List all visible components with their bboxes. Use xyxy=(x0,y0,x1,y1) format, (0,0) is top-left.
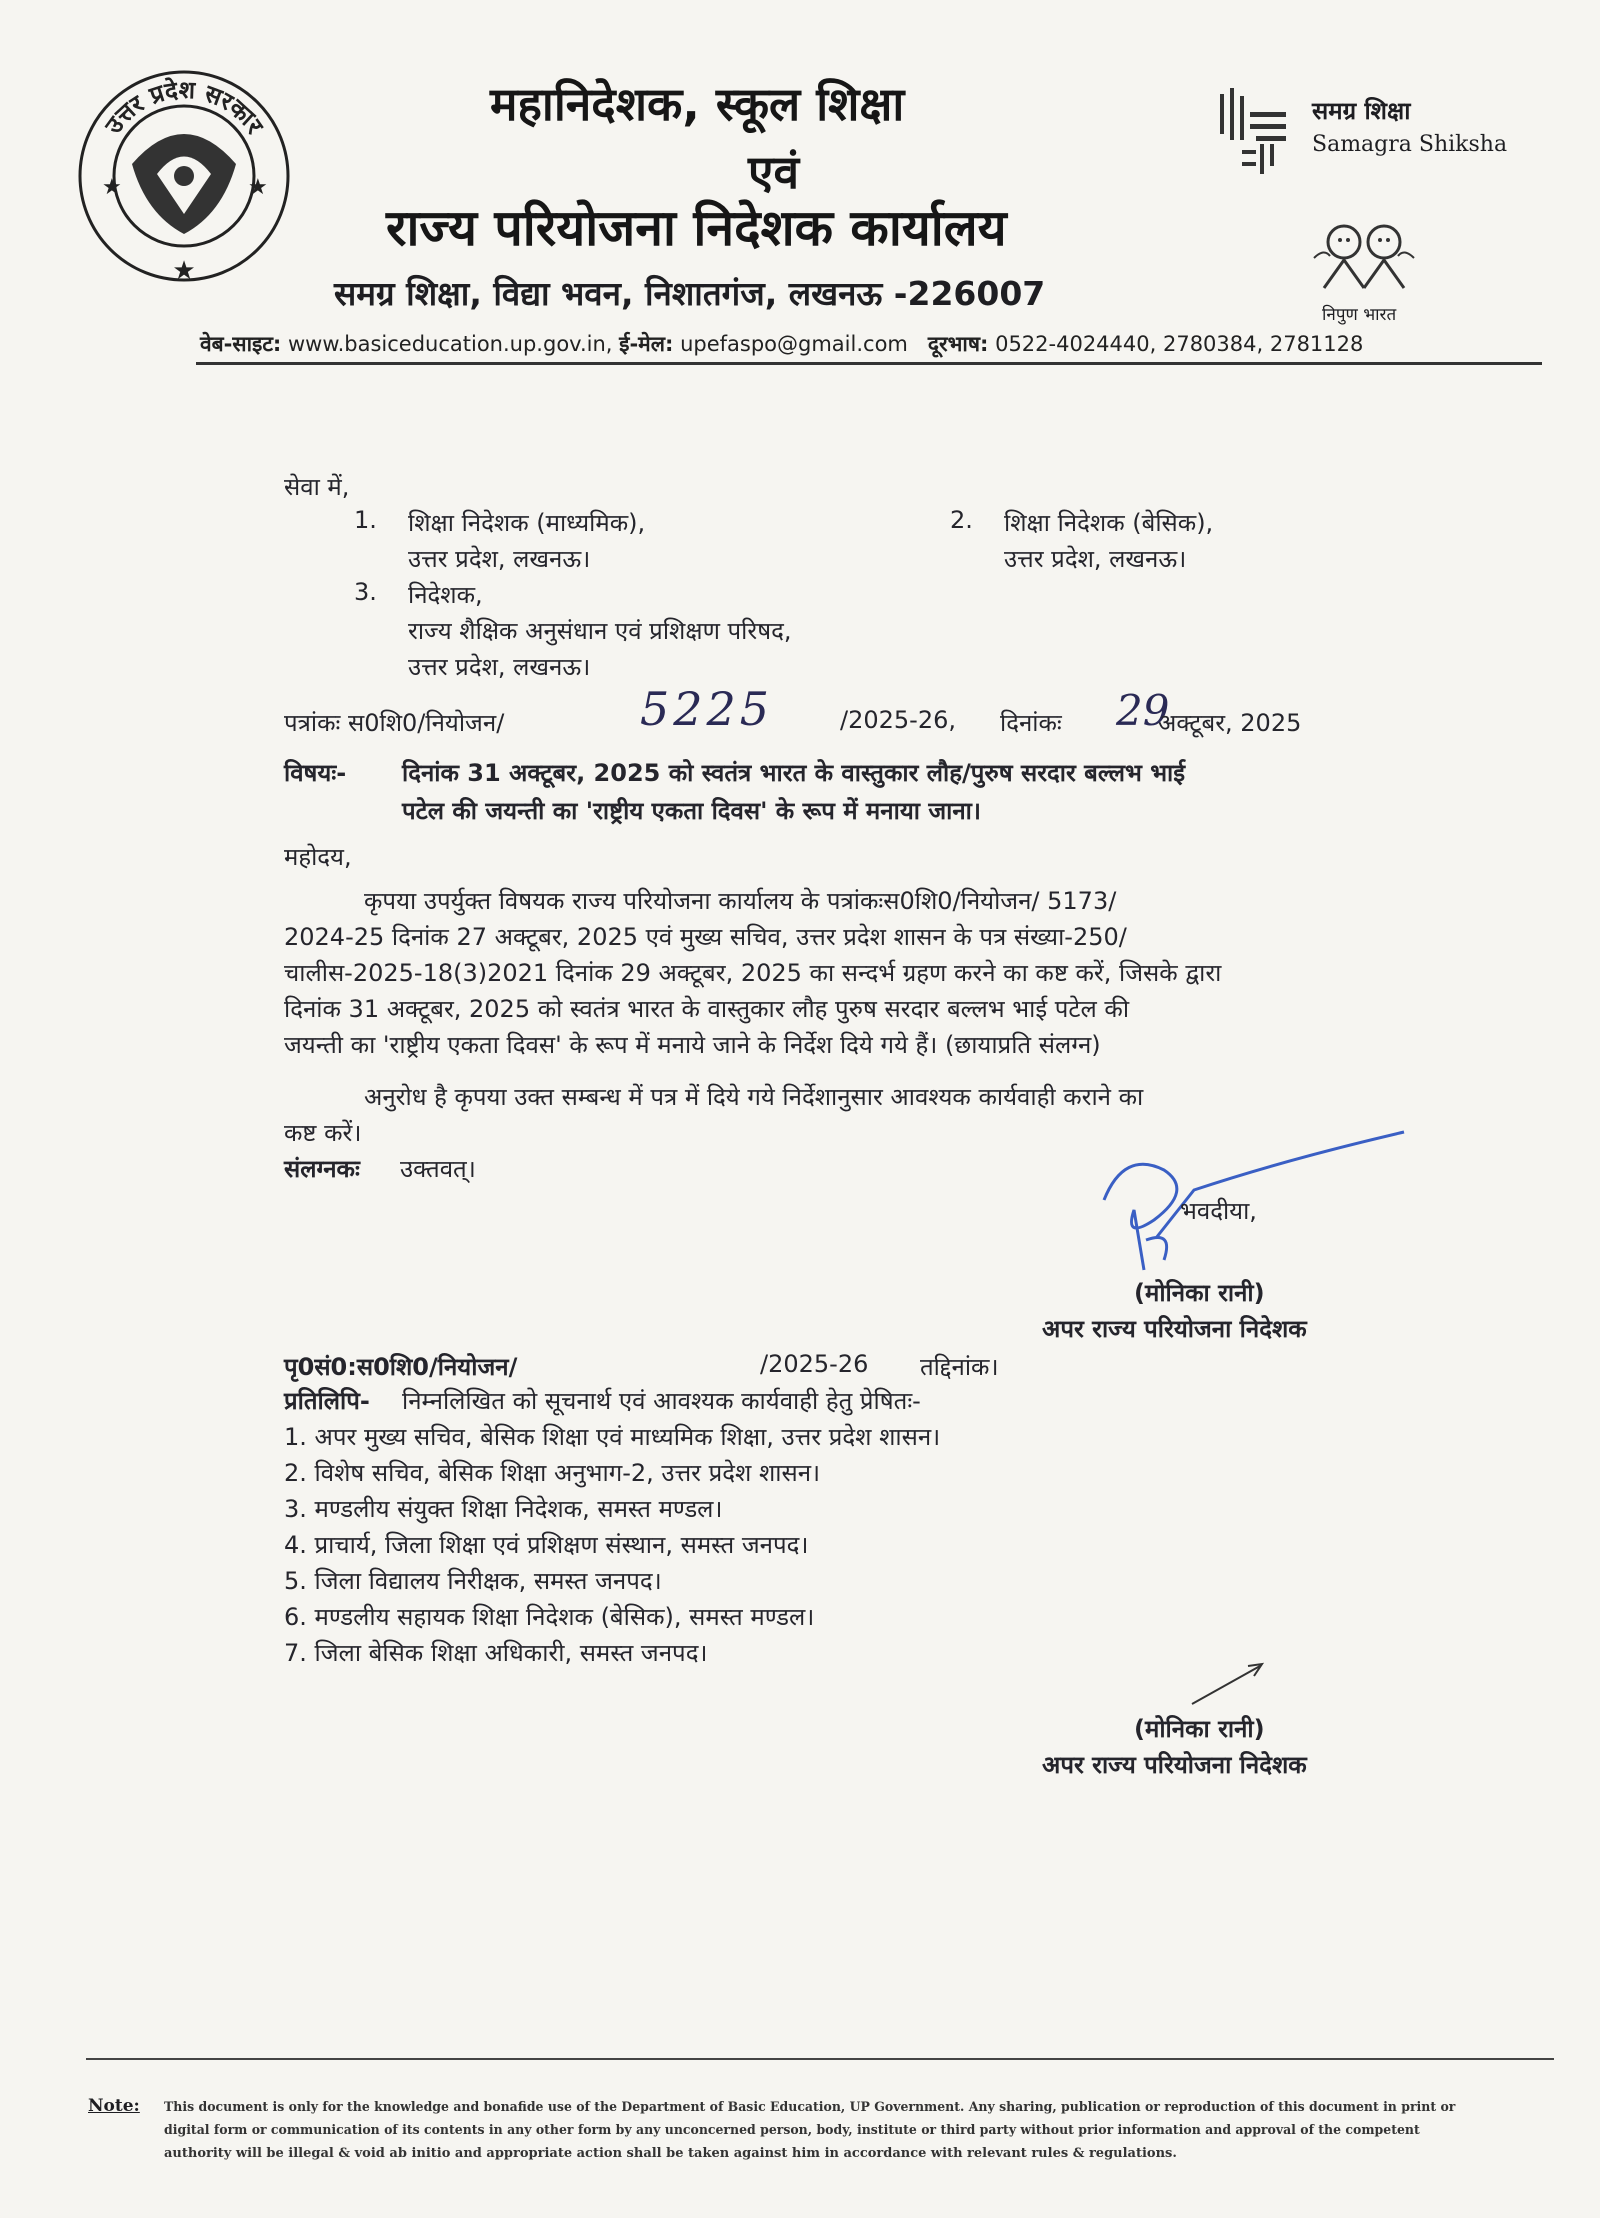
enclosure-label: संलग्नकः xyxy=(284,1155,360,1183)
footer-note-line2: digital form or communication of its contents in any other form by any unconcerned person, body, institute or third party without prior information and approval of the competent xyxy=(164,2123,1420,2138)
svg-text:★: ★ xyxy=(102,175,122,200)
para2-line2: कष्ट करें। xyxy=(284,1119,362,1147)
recipient-3-line1: निदेशक, xyxy=(408,581,483,609)
signature-tick xyxy=(1188,1660,1268,1710)
contact-line xyxy=(200,330,1363,358)
copy-item-6: 6. मण्डलीय सहायक शिक्षा निदेशक (बेसिक), समस्त मण्डल। xyxy=(284,1603,815,1631)
footer-note-label: Note: xyxy=(88,2096,140,2116)
signatory-name: (मोनिका रानी) xyxy=(1134,1279,1265,1307)
office-title-line1: महानिदेशक, स्कूल शिक्षा xyxy=(490,77,905,131)
footer-note-line3: authority will be illegal & void ab initio and appropriate action shall be taken against him in accordance with relevant rules & regulations. xyxy=(164,2146,1177,2161)
header-divider xyxy=(196,362,1542,365)
recipient-1-number: 1. xyxy=(354,506,377,534)
svg-text:★: ★ xyxy=(172,256,196,286)
subject-line1: दिनांक 31 अक्टूबर, 2025 को स्वतंत्र भारत के वास्तुकार लौह/पुरुष सरदार बल्लभ भाई xyxy=(402,759,1186,787)
up-government-emblem xyxy=(72,64,296,288)
recipient-2-line1: शिक्षा निदेशक (बेसिक), xyxy=(1004,509,1214,537)
office-title-line3: राज्य परियोजना निदेशक कार्यालय xyxy=(386,199,1007,257)
signatory2-designation: अपर राज्य परियोजना निदेशक xyxy=(1042,1751,1307,1779)
subject-label: विषयः- xyxy=(284,759,347,787)
phone-label: दूरभाष: xyxy=(927,332,989,356)
nipun-bharat-label: निपुण भारत xyxy=(1322,305,1397,325)
recipients-intro: सेवा में, xyxy=(284,473,350,501)
recipient-2-number: 2. xyxy=(950,506,973,534)
phone-numbers: 0522-4024440, 2780384, 2781128 xyxy=(995,332,1364,356)
samagra-shiksha-logo xyxy=(1212,84,1512,180)
subject-line2: पटेल की जयन्ती का 'राष्ट्रीय एकता दिवस' के रूप में मनाया जाना। xyxy=(402,797,981,825)
endorsement-date: तद्दिनांक। xyxy=(920,1353,999,1381)
salutation: महोदय, xyxy=(284,843,352,871)
svg-text:★: ★ xyxy=(248,175,268,200)
footer-divider xyxy=(86,2058,1554,2060)
emblem-arc-text: उत्तर प्रदेश सरकार xyxy=(99,75,269,139)
letter-reference-prefix: पत्रांकः स0शि0/नियोजन/ xyxy=(284,709,505,737)
samagra-shiksha-english: Samagra Shiksha xyxy=(1312,132,1508,157)
letter-date-day: 29 xyxy=(1116,686,1170,735)
copy-label: प्रतिलिपि- xyxy=(284,1387,370,1415)
copy-item-7: 7. जिला बेसिक शिक्षा अधिकारी, समस्त जनपद। xyxy=(284,1639,708,1667)
closing-bhavdiya: भवदीया, xyxy=(1180,1197,1257,1225)
samagra-shiksha-icon xyxy=(1212,84,1302,180)
email-label: ई-मेल: xyxy=(619,332,674,356)
letter-date-rest: अक्टूबर, 2025 xyxy=(1158,709,1302,737)
para1-line2: 2024-25 दिनांक 27 अक्टूबर, 2025 एवं मुख्य सचिव, उत्तर प्रदेश शासन के पत्र संख्या-250/ xyxy=(284,923,1127,951)
nipun-bharat-logo xyxy=(1300,208,1440,328)
para1-line4: दिनांक 31 अक्टूबर, 2025 को स्वतंत्र भारत के वास्तुकार लौह पुरुष सरदार बल्लभ भाई पटेल की xyxy=(284,995,1130,1023)
recipient-2-line2: उत्तर प्रदेश, लखनऊ। xyxy=(1004,545,1187,573)
email-link[interactable]: upefaspo@gmail.com xyxy=(680,332,908,356)
up-emblem-icon xyxy=(72,64,296,288)
letter-reference-year: /2025-26, xyxy=(840,706,956,734)
recipient-3-number: 3. xyxy=(354,578,377,606)
website-label: वेब-साइट: xyxy=(200,332,282,356)
copy-item-5: 5. जिला विद्यालय निरीक्षक, समस्त जनपद। xyxy=(284,1567,662,1595)
recipient-3-line2: राज्य शैक्षिक अनुसंधान एवं प्रशिक्षण परिषद, xyxy=(408,617,792,645)
recipient-3-line3: उत्तर प्रदेश, लखनऊ। xyxy=(408,653,591,681)
para1-line1: कृपया उपर्युक्त विषयक राज्य परियोजना कार्यालय के पत्रांकःस0शि0/नियोजन/ 5173/ xyxy=(364,887,1117,915)
office-address: समग्र शिक्षा, विद्या भवन, निशातगंज, लखनऊ -226007 xyxy=(334,274,1046,313)
para1-line5: जयन्ती का 'राष्ट्रीय एकता दिवस' के रूप में मनाये जाने के निर्देश दिये गये हैं। (छायाप्रति संलग्न) xyxy=(284,1031,1101,1059)
signatory2-name: (मोनिका रानी) xyxy=(1134,1715,1265,1743)
para1-line3: चालीस-2025-18(3)2021 दिनांक 29 अक्टूबर, 2025 का सन्दर्भ ग्रहण करने का कष्ट करें, जिसके द्वारा xyxy=(284,959,1222,987)
signatory-designation: अपर राज्य परियोजना निदेशक xyxy=(1042,1315,1307,1343)
nipun-bharat-icon xyxy=(1304,208,1424,298)
website-link[interactable]: www.basiceducation.up.gov.in, xyxy=(288,332,613,356)
para2-line1: अनुरोध है कृपया उक्त सम्बन्ध में पत्र में दिये गये निर्देशानुसार आवश्यक कार्यवाही कराने का xyxy=(364,1083,1144,1111)
copy-item-3: 3. मण्डलीय संयुक्त शिक्षा निदेशक, समस्त मण्डल। xyxy=(284,1495,723,1523)
svg-text:उत्तर प्रदेश सरकार xyxy=(99,76,270,140)
samagra-shiksha-hindi: समग्र शिक्षा xyxy=(1312,97,1411,125)
copy-item-1: 1. अपर मुख्य सचिव, बेसिक शिक्षा एवं माध्यमिक शिक्षा, उत्तर प्रदेश शासन। xyxy=(284,1423,941,1451)
copy-text: निम्नलिखित को सूचनार्थ एवं आवश्यक कार्यवाही हेतु प्रेषितः- xyxy=(402,1387,921,1415)
recipient-1-line2: उत्तर प्रदेश, लखनऊ। xyxy=(408,545,591,573)
footer-note-line1: This document is only for the knowledge and bonafide use of the Department of Basic Education, UP Government. Any sharing, publication or reproduction of this document in print or xyxy=(164,2100,1456,2115)
office-title-line2: एवं xyxy=(748,145,800,199)
letter-date-label: दिनांकः xyxy=(1000,709,1062,737)
copy-item-4: 4. प्राचार्य, जिला शिक्षा एवं प्रशिक्षण संस्थान, समस्त जनपद। xyxy=(284,1531,809,1559)
endorsement-year: /2025-26 xyxy=(760,1350,869,1378)
copy-item-2: 2. विशेष सचिव, बेसिक शिक्षा अनुभाग-2, उत्तर प्रदेश शासन। xyxy=(284,1459,821,1487)
endorsement-ref: पृ0सं0:स0शि0/नियोजन/ xyxy=(284,1353,518,1381)
enclosure-value: उक्तवत्। xyxy=(400,1155,476,1183)
recipient-1-line1: शिक्षा निदेशक (माध्यमिक), xyxy=(408,509,646,537)
letter-reference-number: 5225 xyxy=(640,682,774,736)
